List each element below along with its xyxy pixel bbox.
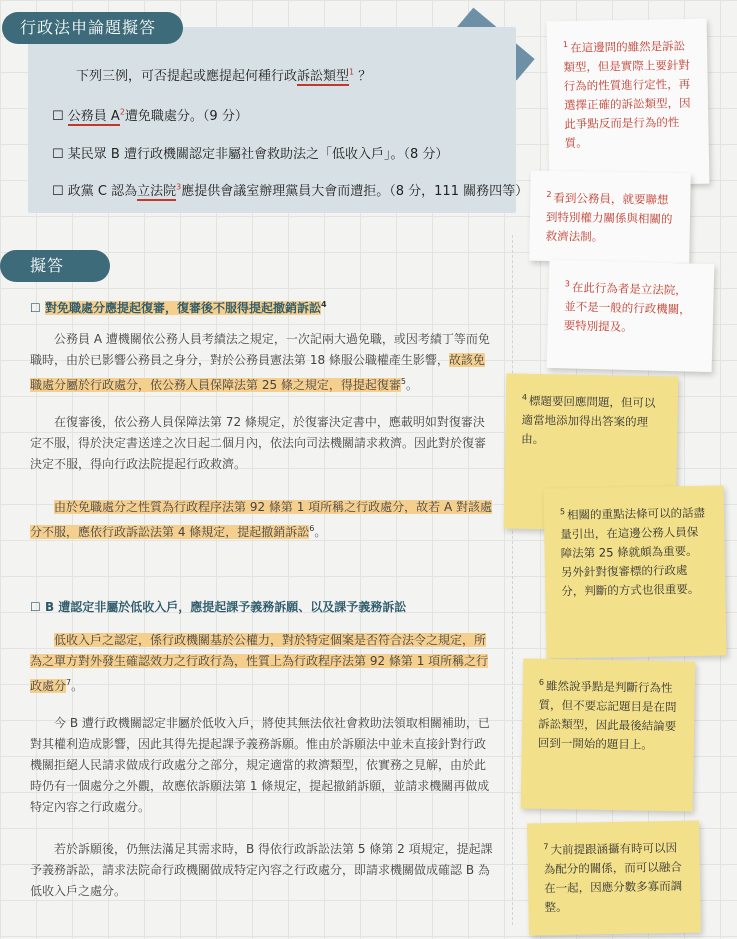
note-ref: 1 <box>349 67 355 77</box>
note-number: 2 <box>546 189 552 199</box>
paragraph-end: 。 <box>71 679 84 693</box>
question-intro <box>76 65 371 84</box>
question-item-1 <box>52 105 248 124</box>
note-text: 大前提跟涵攝有時可以因為配分的關係，而可以融合在一起，因應分數多寡而調整。 <box>543 840 683 915</box>
sticky-note-5 <box>544 485 727 658</box>
question-item-text: 某民眾 B 遭行政機關認定非屬社會救助法之「低收入戶」。（8 分） <box>67 147 449 162</box>
note-number: 5 <box>559 507 566 517</box>
question-item-underlined: 立法院 <box>137 184 177 199</box>
paragraph-end: 。 <box>406 378 419 392</box>
note-text: 標題要回應問題，但可以適當地添加得出答案的理由。 <box>521 393 656 447</box>
paragraph-4 <box>30 630 496 697</box>
note-number: 6 <box>538 677 545 687</box>
sticky-note-7 <box>527 821 701 936</box>
note-number: 1 <box>562 40 569 50</box>
paragraph-end: 。 <box>314 525 327 539</box>
note-ref: 3 <box>176 182 182 192</box>
section-heading-text: B 遭認定非屬於低收入戶，應提起課予義務訴願、以及課予義務訴訟 <box>44 600 407 614</box>
highlighted-text: 低收入戶之認定，係行政機關基於公權力，對於特定個案是否符合法令之規定，所為之單方對外發生確認效力之行政行為，性質上為行政程序法第 92 條第 1 項所稱之行政處分 <box>30 633 489 693</box>
section-heading-2 <box>30 598 406 615</box>
section-heading-text: 對免職處分應提起復審，復審後不服得提起撤銷訴訟 <box>44 301 321 315</box>
note-ref: 7 <box>66 678 72 687</box>
paragraph-1 <box>30 329 496 396</box>
paragraph-2: 在復審後，依公務人員保障法第 72 條規定，於復審決定書中，應載明如對復審決定不服，得於決定書送達之次日起二個月內，依法向司法機關請求救濟。因此對於復審決定不服，得向行政法院提起行政救濟。 <box>30 415 487 471</box>
sticky-note-6 <box>521 659 696 812</box>
checkbox-icon: ☐ <box>52 109 68 124</box>
divider <box>512 235 513 925</box>
question-item-underlined: 公務員 A <box>67 109 120 124</box>
note-ref: 2 <box>119 107 125 117</box>
paragraph-6: 若於訴願後，仍無法滿足其需求時，B 得依行政訴訟法第 5 條第 2 項規定，提起課予義務訴訟，請求法院命行政機關做成特定內容之行政處分，即請求機關做成確認 B 為低收入戶之處分。 <box>30 842 493 898</box>
note-ref: 4 <box>320 300 327 309</box>
paragraph-text: 公務員 A 遭機關依公務人員考績法之規定，一次記兩大過免職，或因考績丁等而免職時，由於已影響公務員之身分，對於公務員憲法第 18 條服公職權產生影響， <box>30 332 490 367</box>
answer-tab: 擬答 <box>0 250 110 282</box>
section-heading-1 <box>30 299 327 316</box>
note-text: 相關的重點法條可以的話盡量引出，在這邊公務人員保障法第 25 條就頗為重要。另外針對復審標的行政處分，判斷的方式也很重要。 <box>560 505 706 599</box>
question-intro-text: 下列三例，可否提起或應提起何種行政 <box>76 69 298 84</box>
note-text: 雖然說爭點是判斷行為性質，但不要忘記題目是在問訴訟類型，因此最後結論要回到一開始的題目上。 <box>537 678 677 752</box>
checkbox-icon: ☐ <box>30 600 41 614</box>
highlighted-text: 由於免職處分之性質為行政程序法第 92 條第 1 項所稱之行政處分，故若 A 對該處分不服，應依行政訴訟法第 4 條規定，提起撤銷訴訟 <box>30 500 493 539</box>
checkbox-icon: ☐ <box>30 301 41 315</box>
note-text: 看到公務員，就要聯想到特別權力關係與相關的救濟法制。 <box>545 190 673 244</box>
question-intro-underlined: 訴訟類型 <box>297 69 350 84</box>
note-number: 7 <box>543 842 549 852</box>
note-text: 在此行為者是立法院，並不是一般的行政機關，要特別提及。 <box>563 280 691 334</box>
question-intro-tail: ？ <box>354 69 372 84</box>
page-title: 行政法申論題擬答 <box>2 12 183 44</box>
highlighted-text: 故該免職處分屬於行政處分，依公務人員保障法第 25 條之規定，得提起復審 <box>30 353 485 392</box>
paragraph-3 <box>30 497 496 543</box>
note-number: 4 <box>521 392 528 402</box>
sticky-note-1 <box>547 19 710 187</box>
note-text: 在這邊問的雖然是訴訟類型，但是實際上要針對行為的性質進行定性，再選擇正確的訴訟類型，因此爭點反而是行為的性質。 <box>563 38 691 150</box>
sticky-note-3 <box>547 260 715 372</box>
sticky-note-2 <box>529 171 691 264</box>
note-ref: 5 <box>400 377 406 386</box>
question-item-text: 政黨 C 認為 <box>67 184 138 199</box>
note-number: 3 <box>564 279 571 289</box>
paragraph-5: 今 B 遭行政機關認定非屬於低收入戶，將使其無法依社會救助法領取相關補助，已對其權利造成影響，因此其得先提起課予義務訴願。惟由於訴願法中並未直接針對行政機關拒絕人民請求做成行政處分之部分，規定適當的救濟類型，依實務之見解，由於此時仍有一個處分之外觀，故應依訴願法第 1 條規定，提起撤銷訴願，並請求機關再做成特定內容之行政處分。 <box>30 716 490 814</box>
question-item-text: 遭免職處分。（9 分） <box>124 109 248 124</box>
checkbox-icon: ☐ <box>52 147 68 162</box>
question-item-3 <box>52 180 528 199</box>
question-box <box>28 27 529 213</box>
question-item-tail: 應提供會議室辦理黨員大會而遭拒。（8 分，111 關務四等） <box>181 184 529 199</box>
note-ref: 6 <box>309 524 315 533</box>
checkbox-icon: ☐ <box>52 184 68 199</box>
question-item-2 <box>52 143 448 162</box>
